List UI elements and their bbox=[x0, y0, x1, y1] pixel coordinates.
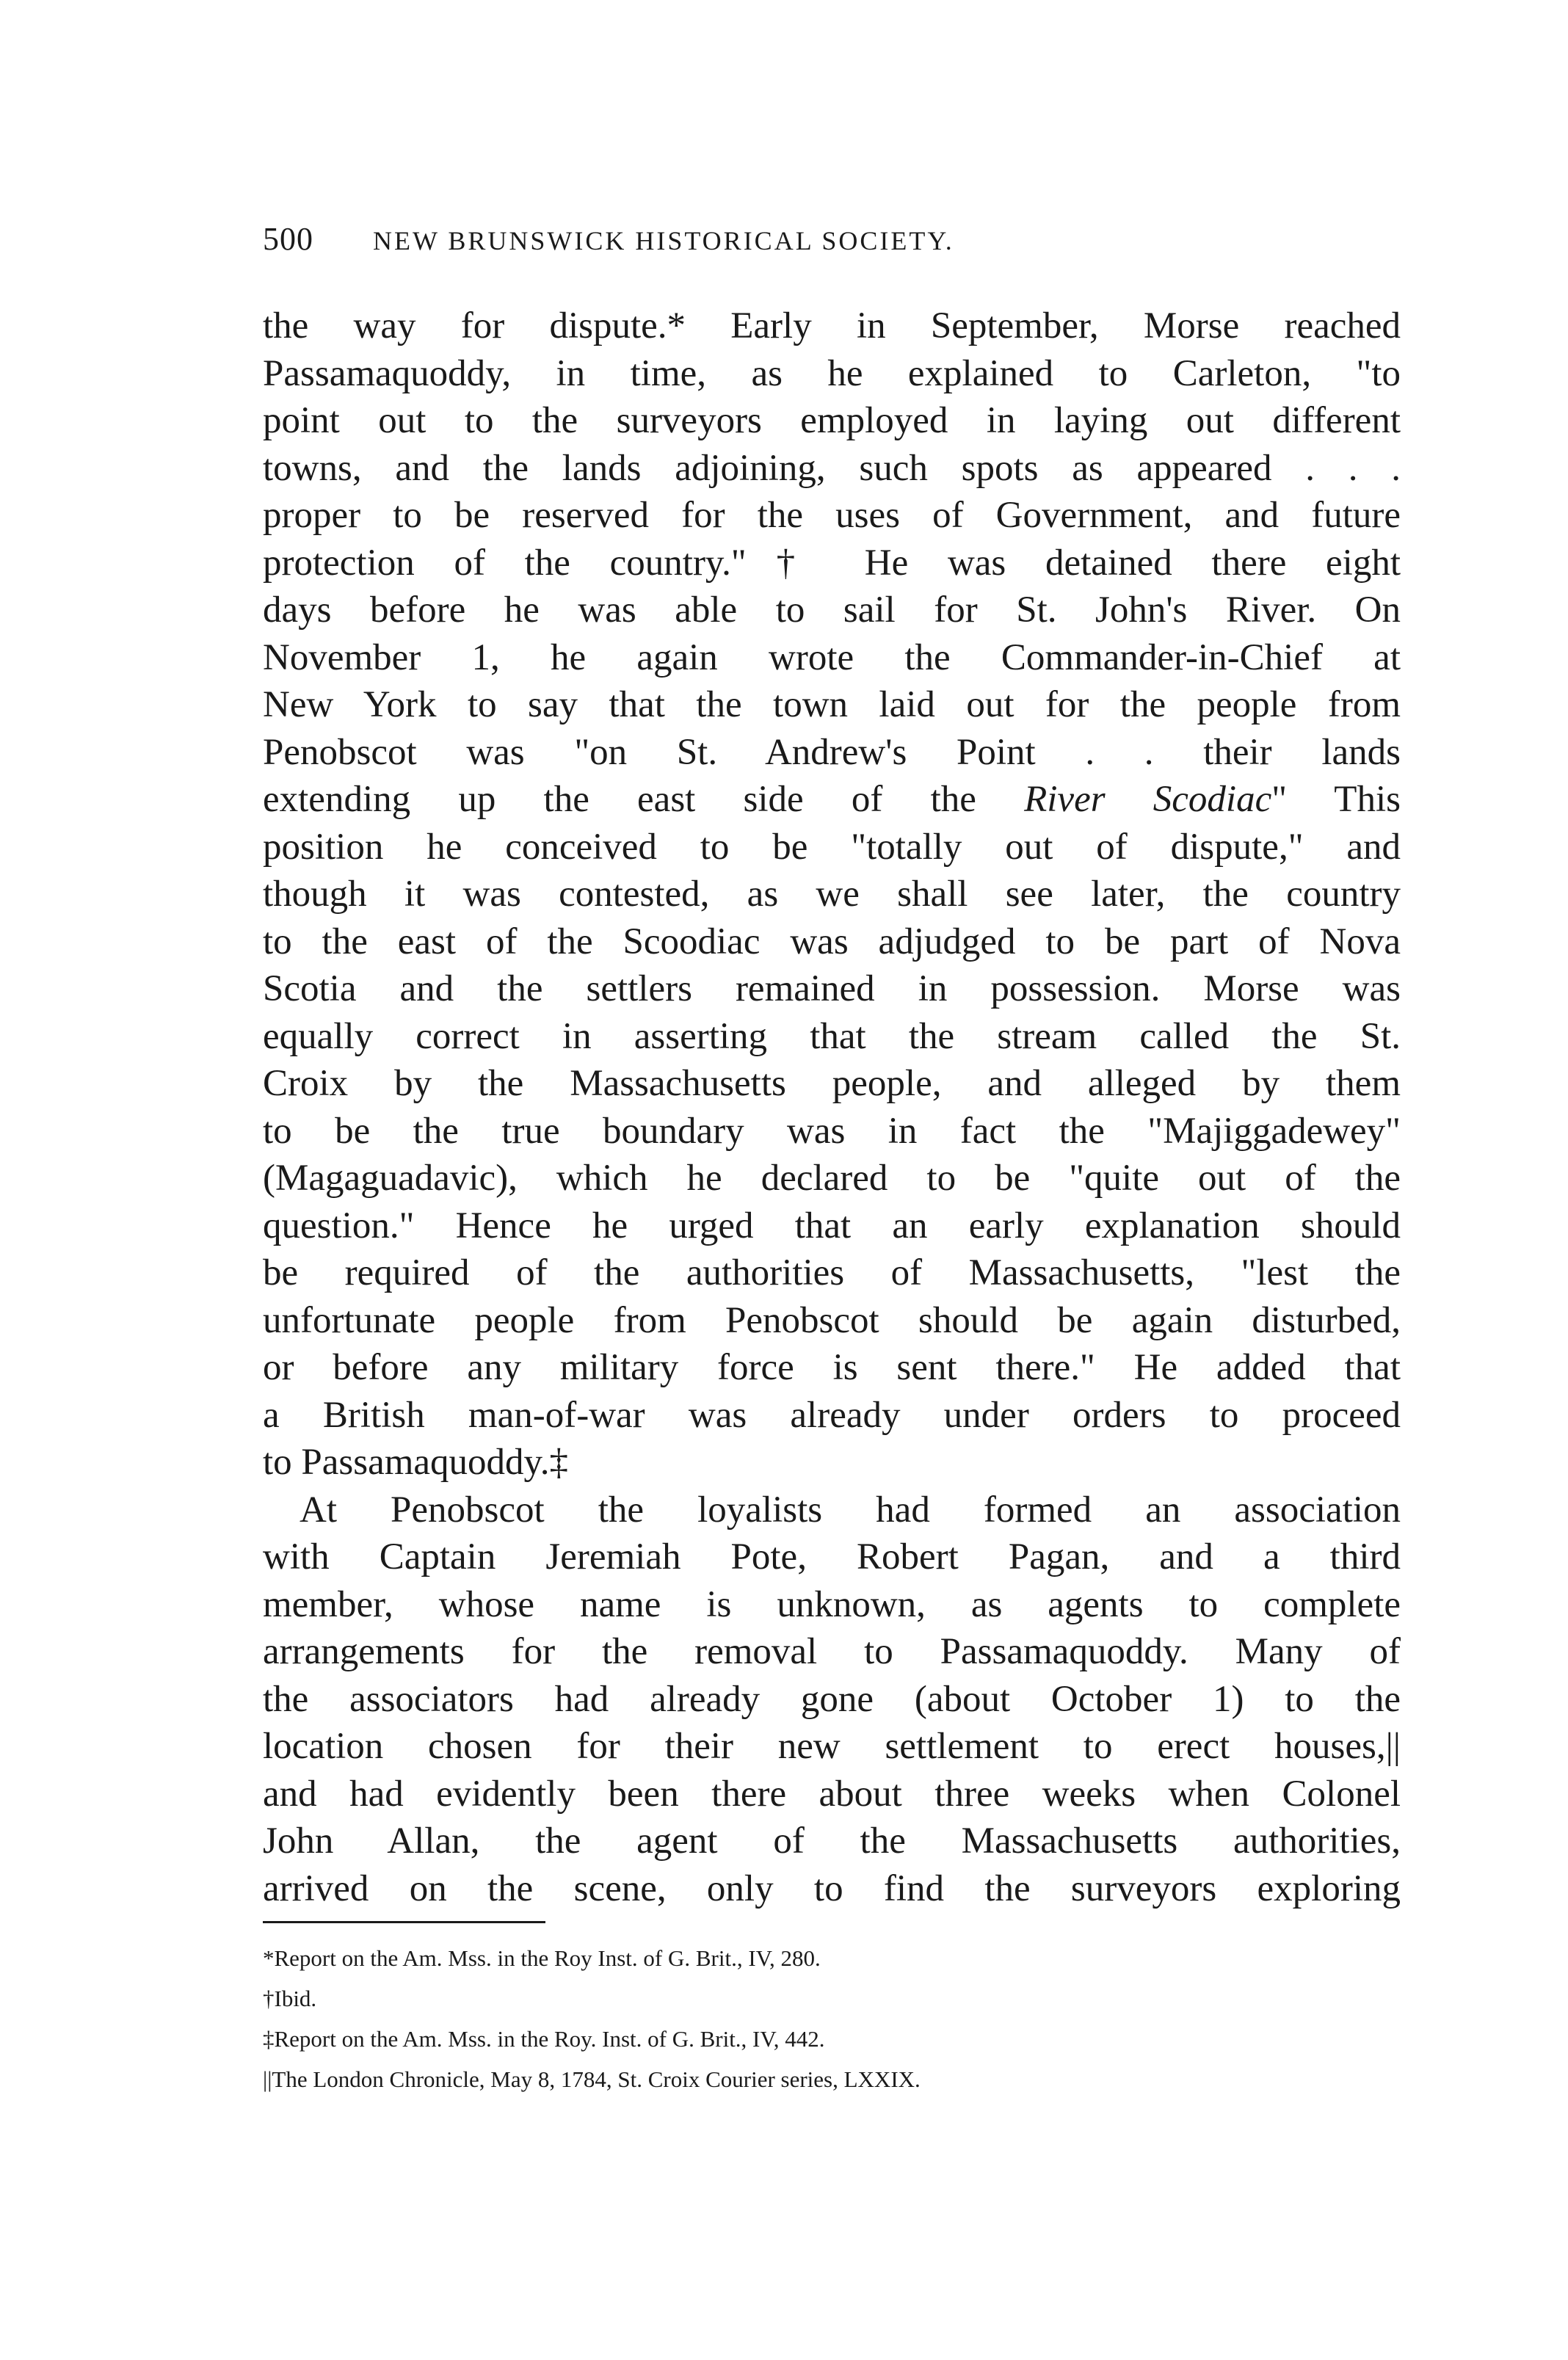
text-line: days before he was able to sail for St. John's River. On bbox=[263, 589, 1401, 631]
footnote: *Report on the Am. Mss. in the Roy Inst. of G. Brit., IV, 280. bbox=[263, 1945, 821, 1971]
text-line: protection of the country."† He was detained there eight bbox=[263, 542, 1401, 584]
text-line: question." Hence he urged that an early explanation should bbox=[263, 1205, 1401, 1246]
footnote-divider bbox=[263, 1921, 545, 1923]
text-line: unfortunate people from Penobscot should be again disturbed, bbox=[263, 1299, 1401, 1341]
text-line: to be the true boundary was in fact the "Majiggadewey" bbox=[263, 1110, 1401, 1152]
text-line: equally correct in asserting that the stream called the St. bbox=[263, 1015, 1401, 1057]
text-line: point out to the surveyors employed in laying out different bbox=[263, 400, 1401, 441]
text-line: a British man-of-war was already under orders to proceed bbox=[263, 1394, 1401, 1436]
text-line: proper to be reserved for the uses of Government, and future bbox=[263, 495, 1401, 536]
text-segment: " This bbox=[1271, 779, 1401, 820]
text-line: John Allan, the agent of the Massachusetts authorities, bbox=[263, 1820, 1401, 1862]
text-line: or before any military force is sent there." He added that bbox=[263, 1347, 1401, 1388]
text-line: arrived on the scene, only to find the surveyors exploring bbox=[263, 1867, 1401, 1909]
footnotes bbox=[263, 1938, 1401, 2099]
text-line: arrangements for the removal to Passamaquoddy. Many of bbox=[263, 1631, 1401, 1672]
text-line: (Magaguadavic), which he declared to be "quite out of the bbox=[263, 1158, 1401, 1199]
page-number: 500 bbox=[263, 221, 313, 257]
text-line: member, whose name is unknown, as agents to complete bbox=[263, 1583, 1401, 1625]
text-line: be required of the authorities of Massachusetts, "lest the bbox=[263, 1252, 1401, 1293]
text-line: position he conceived to be "totally out of dispute," and bbox=[263, 826, 1401, 868]
book-page bbox=[263, 220, 1401, 2099]
running-title: NEW BRUNSWICK HISTORICAL SOCIETY. bbox=[373, 226, 954, 255]
text-line: November 1, he again wrote the Commander-in-Chief at bbox=[263, 636, 1401, 678]
text-line-with-italic bbox=[263, 776, 1401, 824]
text-line: Scotia and the settlers remained in possession. Morse was bbox=[263, 968, 1401, 1009]
text-line: the associators had already gone (about October 1) to the bbox=[263, 1678, 1401, 1720]
text-line: and had evidently been there about three weeks when Colonel bbox=[263, 1773, 1401, 1815]
text-line: towns, and the lands adjoining, such spots as appeared . . . bbox=[263, 447, 1401, 489]
text-line: location chosen for their new settlement to erect houses,|| bbox=[263, 1726, 1401, 1767]
text-line: to Passamaquoddy.‡ bbox=[263, 1442, 568, 1483]
text-line: New York to say that the town laid out for the people from bbox=[263, 684, 1401, 725]
text-line: Croix by the Massachusetts people, and alleged by them bbox=[263, 1063, 1401, 1104]
footnote: ‡Report on the Am. Mss. in the Roy. Inst. of G. Brit., IV, 442. bbox=[263, 2026, 825, 2052]
text-line: Penobscot was "on St. Andrew's Point . . their lands bbox=[263, 731, 1401, 773]
italic-river-name: River Scodiac bbox=[1024, 779, 1272, 820]
text-line: though it was contested, as we shall see later, the country bbox=[263, 874, 1401, 915]
running-head bbox=[263, 220, 1401, 264]
body-text bbox=[263, 302, 1401, 1912]
footnote: ||The London Chronicle, May 8, 1784, St. Croix Courier series, LXXIX. bbox=[263, 2066, 921, 2092]
text-segment: extending up the east side of the bbox=[263, 779, 1025, 820]
text-line: with Captain Jeremiah Pote, Robert Pagan, and a third bbox=[263, 1536, 1401, 1577]
text-line: Passamaquoddy, in time, as he explained to Carleton, "to bbox=[263, 352, 1401, 394]
text-line: to the east of the Scoodiac was adjudged to be part of Nova bbox=[263, 921, 1401, 962]
footnote: †Ibid. bbox=[263, 1986, 317, 2011]
paragraph-start-line: At Penobscot the loyalists had formed an association bbox=[300, 1489, 1401, 1531]
text-line: the way for dispute.* Early in September, Morse reached bbox=[263, 305, 1401, 346]
